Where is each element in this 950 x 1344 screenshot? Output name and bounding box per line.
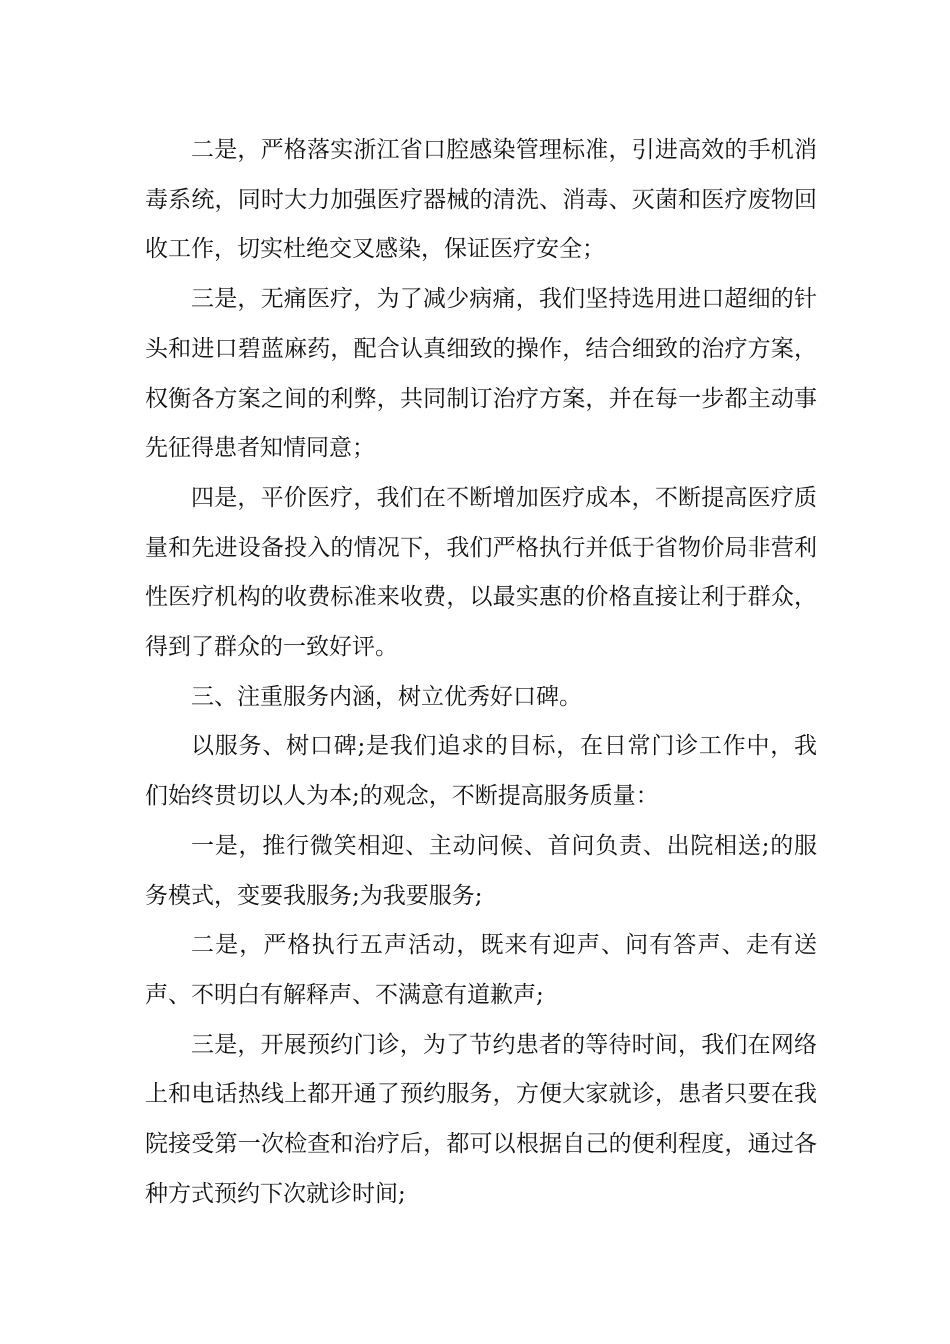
paragraph-five-voices: 二是，严格执行五声活动，既来有迎声、问有答声、走有送声、不明白有解释声、不满意有道歉声; (145, 932, 817, 1008)
paragraph-infection-control: 二是，严格落实浙江省口腔感染管理标准，引进高效的手机消毒系统，同时大力加强医疗器械的清洗、消毒、灭菌和医疗废物回收工作，切实杜绝交叉感染，保证医疗安全； (145, 137, 817, 263)
paragraph-painless-treatment: 三是，无痛医疗，为了减少病痛，我们坚持选用进口超细的针头和进口碧蓝麻药，配合认真细致的操作，结合细致的治疗方案，权衡各方案之间的利弊，共同制订治疗方案，并在每一步都主动事先征得患者知情同意； (145, 286, 817, 462)
paragraph-service-model: 一是，推行微笑相迎、主动问候、首问负责、出院相送;的服务模式，变要我服务;为我要服务; (145, 832, 817, 909)
paragraph-service-goal: 以服务、树口碑;是我们追求的目标，在日常门诊工作中，我们始终贯切以人为本;的观念，不断提高服务质量： (145, 733, 817, 810)
paragraph-affordable-treatment: 四是，平价医疗，我们在不断增加医疗成本，不断提高医疗质量和先进设备投入的情况下，我们严格执行并低于省物价局非营利性医疗机构的收费标准来收费，以最实惠的价格直接让利于群众，得到了群众的一致好评。 (145, 484, 817, 661)
paragraph-appointment: 三是，开展预约门诊，为了节约患者的等待时间，我们在网络上和电话热线上都开通了预约服务，方便大家就诊，患者只要在我院接受第一次检查和治疗后，都可以根据自己的便利程度，通过各种方式预约下次就诊时间; (145, 1031, 817, 1207)
document-body (145, 126, 817, 1219)
section-heading-service: 三、注重服务内涵，树立优秀好口碑。 (191, 683, 582, 710)
